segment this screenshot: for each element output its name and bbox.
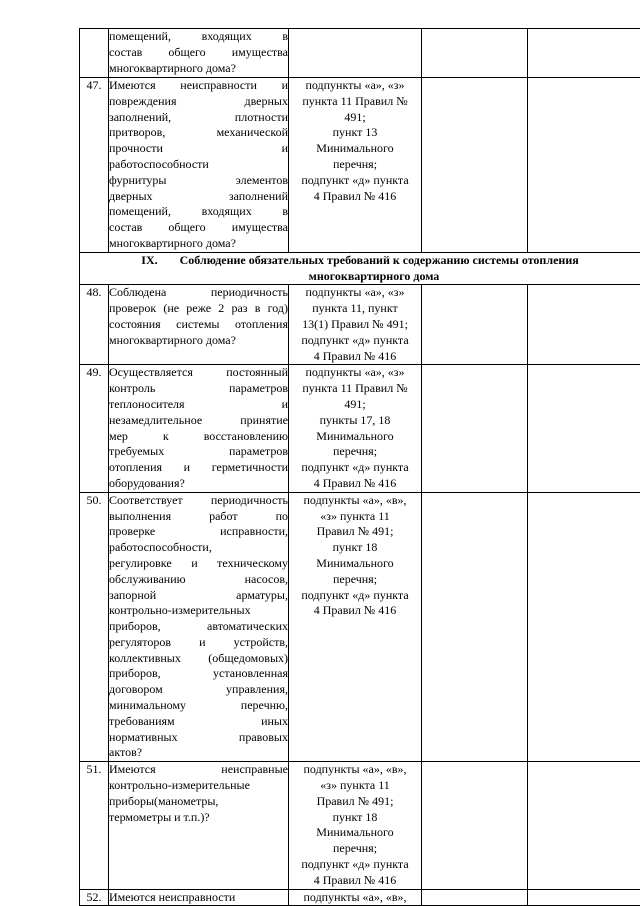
question-text <box>109 762 289 889</box>
question-line: заполнений, плотности <box>109 110 288 126</box>
question-line: Соответствует периодичность <box>109 493 288 509</box>
question-line: Имеются неисправности и <box>109 78 288 94</box>
question-line: Имеются неисправные <box>109 762 288 778</box>
reference-line: подпункты «а», «з» <box>289 365 421 381</box>
note-cell <box>528 492 640 762</box>
reference-line: Минимального <box>289 825 421 841</box>
reference-line: подпункт «д» пункта <box>289 173 421 189</box>
reference-line: пункт 18 <box>289 810 421 826</box>
reference-line: Правил № 491; <box>289 524 421 540</box>
note-cell <box>528 285 640 365</box>
answer-cell <box>422 29 528 78</box>
answer-cell <box>422 78 528 253</box>
answer-cell <box>422 762 528 889</box>
reference-line: подпункты «а», «в», <box>289 890 421 906</box>
reference-line: «з» пункта 11 <box>289 509 421 525</box>
question-line: Осуществляется постоянный <box>109 365 288 381</box>
reference-line: перечня; <box>289 841 421 857</box>
question-line: коллективных (общедомовых) <box>109 651 288 667</box>
question-line: приборов, установленная <box>109 666 288 682</box>
question-line: повреждения дверных <box>109 94 288 110</box>
reference-line: подпункт «д» пункта <box>289 857 421 873</box>
row-number: 50. <box>80 492 109 762</box>
table-row <box>80 492 640 762</box>
question-line: Имеются неисправности <box>109 890 288 906</box>
question-line: договором управления, <box>109 682 288 698</box>
question-line: минимальному перечню, <box>109 698 288 714</box>
reference-line: перечня; <box>289 572 421 588</box>
question-line: приборы(манометры, <box>109 794 288 810</box>
question-line: обслуживанию насосов, <box>109 572 288 588</box>
question-line: проверок (не реже 2 раз в год) <box>109 301 288 317</box>
reference-line: 4 Правил № 416 <box>289 349 421 365</box>
question-line: работоспособности, <box>109 540 288 556</box>
reference-line: пункт 18 <box>289 540 421 556</box>
table-row <box>80 29 640 78</box>
question-line: требуемых параметров <box>109 444 288 460</box>
reference-line: подпункты «а», «в», <box>289 762 421 778</box>
reference-line: подпункт «д» пункта <box>289 460 421 476</box>
legal-reference <box>289 285 422 365</box>
reference-line: пункта 11 Правил № <box>289 94 421 110</box>
section-heading-line-1 <box>80 253 640 269</box>
question-line: фурнитуры элементов <box>109 173 288 189</box>
reference-line: Правил № 491; <box>289 794 421 810</box>
reference-line: подпункты «а», «в», <box>289 493 421 509</box>
question-line: контрольно-измерительных <box>109 603 288 619</box>
requirements-table <box>79 28 640 906</box>
table-row <box>80 365 640 492</box>
section-numeral: IX. <box>141 253 157 267</box>
question-text <box>109 889 289 906</box>
reference-line: «з» пункта 11 <box>289 778 421 794</box>
reference-line: Минимального <box>289 556 421 572</box>
note-cell <box>528 78 640 253</box>
table-row <box>80 762 640 889</box>
note-cell <box>528 365 640 492</box>
legal-reference <box>289 889 422 906</box>
question-line: мер к восстановлению <box>109 429 288 445</box>
question-line: многоквартирного дома? <box>109 333 288 349</box>
question-line: требованиям иных <box>109 714 288 730</box>
question-line: термометры и т.п.)? <box>109 810 288 826</box>
answer-cell <box>422 492 528 762</box>
question-line: актов? <box>109 745 288 761</box>
row-number: 48. <box>80 285 109 365</box>
question-line: приборов, автоматических <box>109 619 288 635</box>
question-line: проверке исправности, <box>109 524 288 540</box>
question-line: оборудования? <box>109 476 288 492</box>
legal-reference <box>289 78 422 253</box>
question-line: отопления и герметичности <box>109 460 288 476</box>
table-row <box>80 285 640 365</box>
reference-line: пункта 11 Правил № <box>289 381 421 397</box>
reference-line: пункты 17, 18 <box>289 413 421 429</box>
reference-line: подпункт «д» пункта <box>289 333 421 349</box>
question-text <box>109 78 289 253</box>
note-cell <box>528 762 640 889</box>
section-header-row <box>80 252 640 285</box>
legal-reference <box>289 762 422 889</box>
note-cell <box>528 29 640 78</box>
reference-line: 491; <box>289 397 421 413</box>
reference-line: 4 Правил № 416 <box>289 476 421 492</box>
reference-line: 491; <box>289 110 421 126</box>
question-line: Соблюдена периодичность <box>109 285 288 301</box>
question-line: запорной арматуры, <box>109 588 288 604</box>
section-heading <box>80 252 640 285</box>
question-line: незамедлительное принятие <box>109 413 288 429</box>
question-line: помещений, входящих в <box>109 204 288 220</box>
question-line: теплоносителя и <box>109 397 288 413</box>
row-number <box>80 29 109 78</box>
section-title-part-2: многоквартирного дома <box>80 269 640 285</box>
question-line: притворов, механической <box>109 125 288 141</box>
reference-line: 4 Правил № 416 <box>289 603 421 619</box>
reference-line: 13(1) Правил № 491; <box>289 317 421 333</box>
question-text <box>109 285 289 365</box>
legal-reference <box>289 492 422 762</box>
table-row <box>80 78 640 253</box>
question-line: многоквартирного дома? <box>109 236 288 252</box>
reference-line: перечня; <box>289 444 421 460</box>
table-row <box>80 889 640 906</box>
question-line: контроль параметров <box>109 381 288 397</box>
reference-line: 4 Правил № 416 <box>289 189 421 205</box>
legal-reference <box>289 365 422 492</box>
question-line: регулировке и техническому <box>109 556 288 572</box>
question-text <box>109 365 289 492</box>
note-cell <box>528 889 640 906</box>
reference-line: подпункт «д» пункта <box>289 588 421 604</box>
question-line: дверных заполнений <box>109 189 288 205</box>
question-line: прочности и <box>109 141 288 157</box>
reference-line: Минимального <box>289 141 421 157</box>
section-title-part-1: Соблюдение обязательных требований к содержанию системы отопления <box>180 253 579 267</box>
question-line: состав общего имущества <box>109 45 288 61</box>
row-number: 51. <box>80 762 109 889</box>
question-text <box>109 492 289 762</box>
question-line: состав общего имущества <box>109 220 288 236</box>
row-number: 47. <box>80 78 109 253</box>
question-line: контрольно-измерительные <box>109 778 288 794</box>
answer-cell <box>422 285 528 365</box>
row-number: 52. <box>80 889 109 906</box>
question-line: нормативных правовых <box>109 730 288 746</box>
question-line: работоспособности <box>109 157 288 173</box>
question-line: регуляторов и устройств, <box>109 635 288 651</box>
question-line: состояния системы отопления <box>109 317 288 333</box>
answer-cell <box>422 889 528 906</box>
reference-line: пункта 11, пункт <box>289 301 421 317</box>
answer-cell <box>422 365 528 492</box>
reference-line: перечня; <box>289 157 421 173</box>
row-number: 49. <box>80 365 109 492</box>
reference-line: 4 Правил № 416 <box>289 873 421 889</box>
reference-line: подпункты «а», «з» <box>289 285 421 301</box>
question-text <box>109 29 289 78</box>
question-line: помещений, входящих в <box>109 29 288 45</box>
reference-line: пункт 13 <box>289 125 421 141</box>
question-line: многоквартирного дома? <box>109 61 288 77</box>
reference-line: Минимального <box>289 429 421 445</box>
legal-reference <box>289 29 422 78</box>
reference-line: подпункты «а», «з» <box>289 78 421 94</box>
question-line: выполнения работ по <box>109 509 288 525</box>
